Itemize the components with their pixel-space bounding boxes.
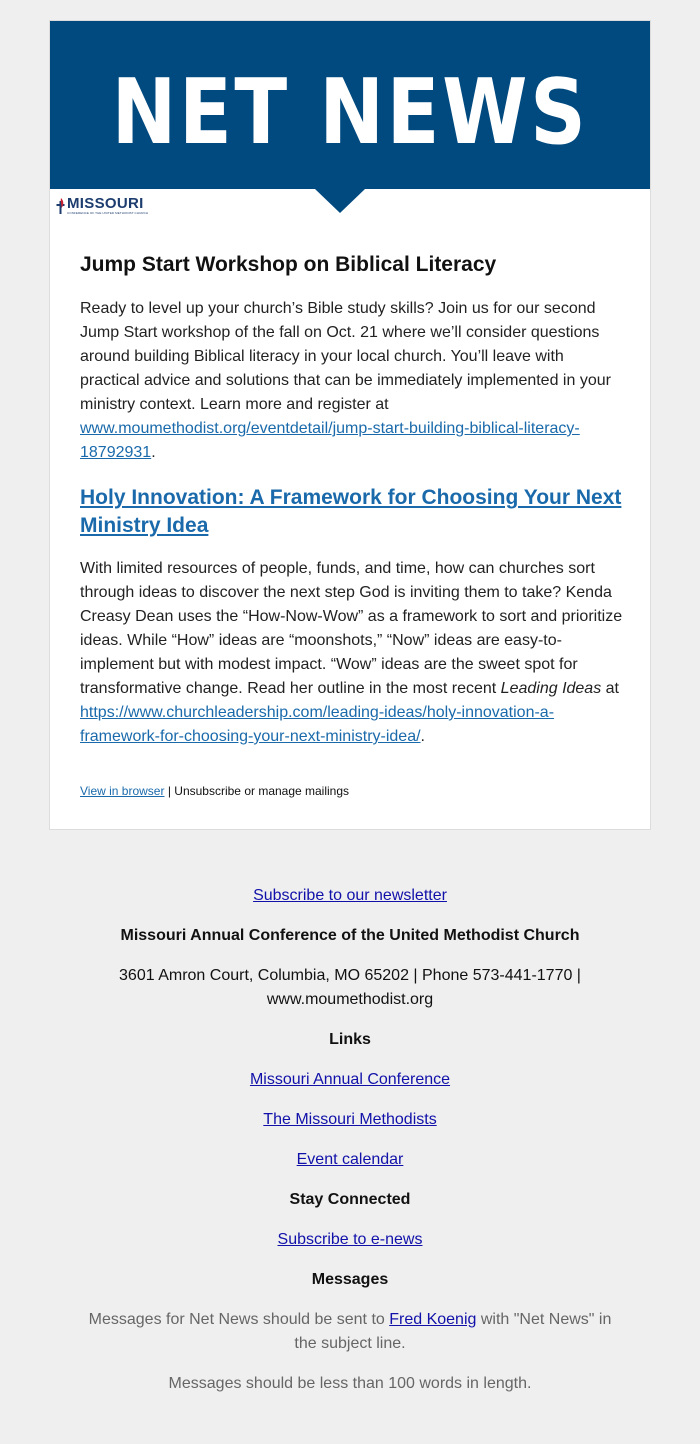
card-footer-links: View in browser | Unsubscribe or manage mailings (80, 784, 350, 798)
article-title-holy-innovation-link[interactable]: Holy Innovation: A Framework for Choosing Your Next Ministry Idea (80, 486, 622, 537)
stay-connected-heading: Stay Connected (289, 1191, 411, 1208)
address-line-1: 3601 Amron Court, Columbia, MO 65202 | Phone 573-441-1770 | (119, 967, 581, 984)
messages-length-note: Messages should be less than 100 words in length. (168, 1375, 532, 1392)
logo-wordmark: MISSOURI (67, 195, 144, 212)
messages-heading: Messages (311, 1271, 389, 1288)
messages-instructions: Messages for Net News should be sent to Fred Koenig with "Net News" in (88, 1311, 612, 1328)
cross-flame-icon (56, 197, 65, 215)
view-in-browser-link[interactable]: View in browser (80, 784, 165, 798)
article-body-holy-innovation: With limited resources of people, funds, and time, how can churches sort through ideas to discover the next step God is inviting them to take? Kenda Creasy Dean uses the “How-Now-Wow” as a framework to sort and prioritize ideas. While “How” ideas are “moonshots,” “Now” ideas are easy-to-implement but with modest impact. “Wow” ideas are the sweet spot for transformative change. Read her outline in the most recent Leading Ideas at https://www.churchleadership.com/leading-ideas/holy-innovation-a-framework-for-choosing-your-next-ministry-idea/. (80, 560, 623, 745)
missouri-methodists-link[interactable]: The Missouri Methodists (263, 1111, 437, 1128)
leading-ideas-article-link[interactable]: https://www.churchleadership.com/leading-ideas/holy-innovation-a-framework-for-choosing-your-next-ministry-idea/ (80, 704, 555, 745)
messages-instructions-line-2: the subject line. (294, 1335, 406, 1352)
newsletter-content (80, 250, 625, 798)
jump-start-registration-link[interactable]: www.moumethodist.org/eventdetail/jump-start-building-biblical-literacy-18792931 (80, 420, 580, 461)
article-title-jump-start: Jump Start Workshop on Biblical Literacy (80, 253, 497, 276)
unsubscribe-manage-text: Unsubscribe or manage mailings (174, 784, 350, 798)
banner-pointer (315, 189, 365, 213)
banner-title: NET NEWS (111, 60, 589, 165)
newsletter-card (49, 20, 651, 830)
fred-koenig-email-link[interactable]: Fred Koenig (389, 1311, 477, 1328)
missouri-annual-conference-link[interactable]: Missouri Annual Conference (249, 1071, 451, 1088)
logo-subtitle: CONFERENCE OF THE UNITED METHODIST CHURCH (67, 211, 149, 215)
address-line-2: www.moumethodist.org (266, 991, 434, 1008)
subscribe-newsletter-link[interactable]: Subscribe to our newsletter (253, 887, 447, 904)
links-heading: Links (329, 1031, 371, 1048)
subscribe-enews-link[interactable]: Subscribe to e-news (277, 1231, 423, 1248)
missouri-conference-logo (56, 195, 148, 217)
article-body-jump-start: Ready to level up your church’s Bible study skills? Join us for our second Jump Start workshop of the fall on Oct. 21 where we’ll consider questions around building Biblical literacy in your local church. You’ll leave with practical advice and solutions that can be immediately implemented in your ministry context. Learn more and register at www.moumethodist.org/eventdetail/jump-start-building-biblical-literacy-18792931. (80, 300, 611, 461)
organization-name: Missouri Annual Conference of the United Methodist Church (120, 927, 580, 944)
event-calendar-link[interactable]: Event calendar (296, 1151, 404, 1168)
header-banner (50, 21, 650, 189)
